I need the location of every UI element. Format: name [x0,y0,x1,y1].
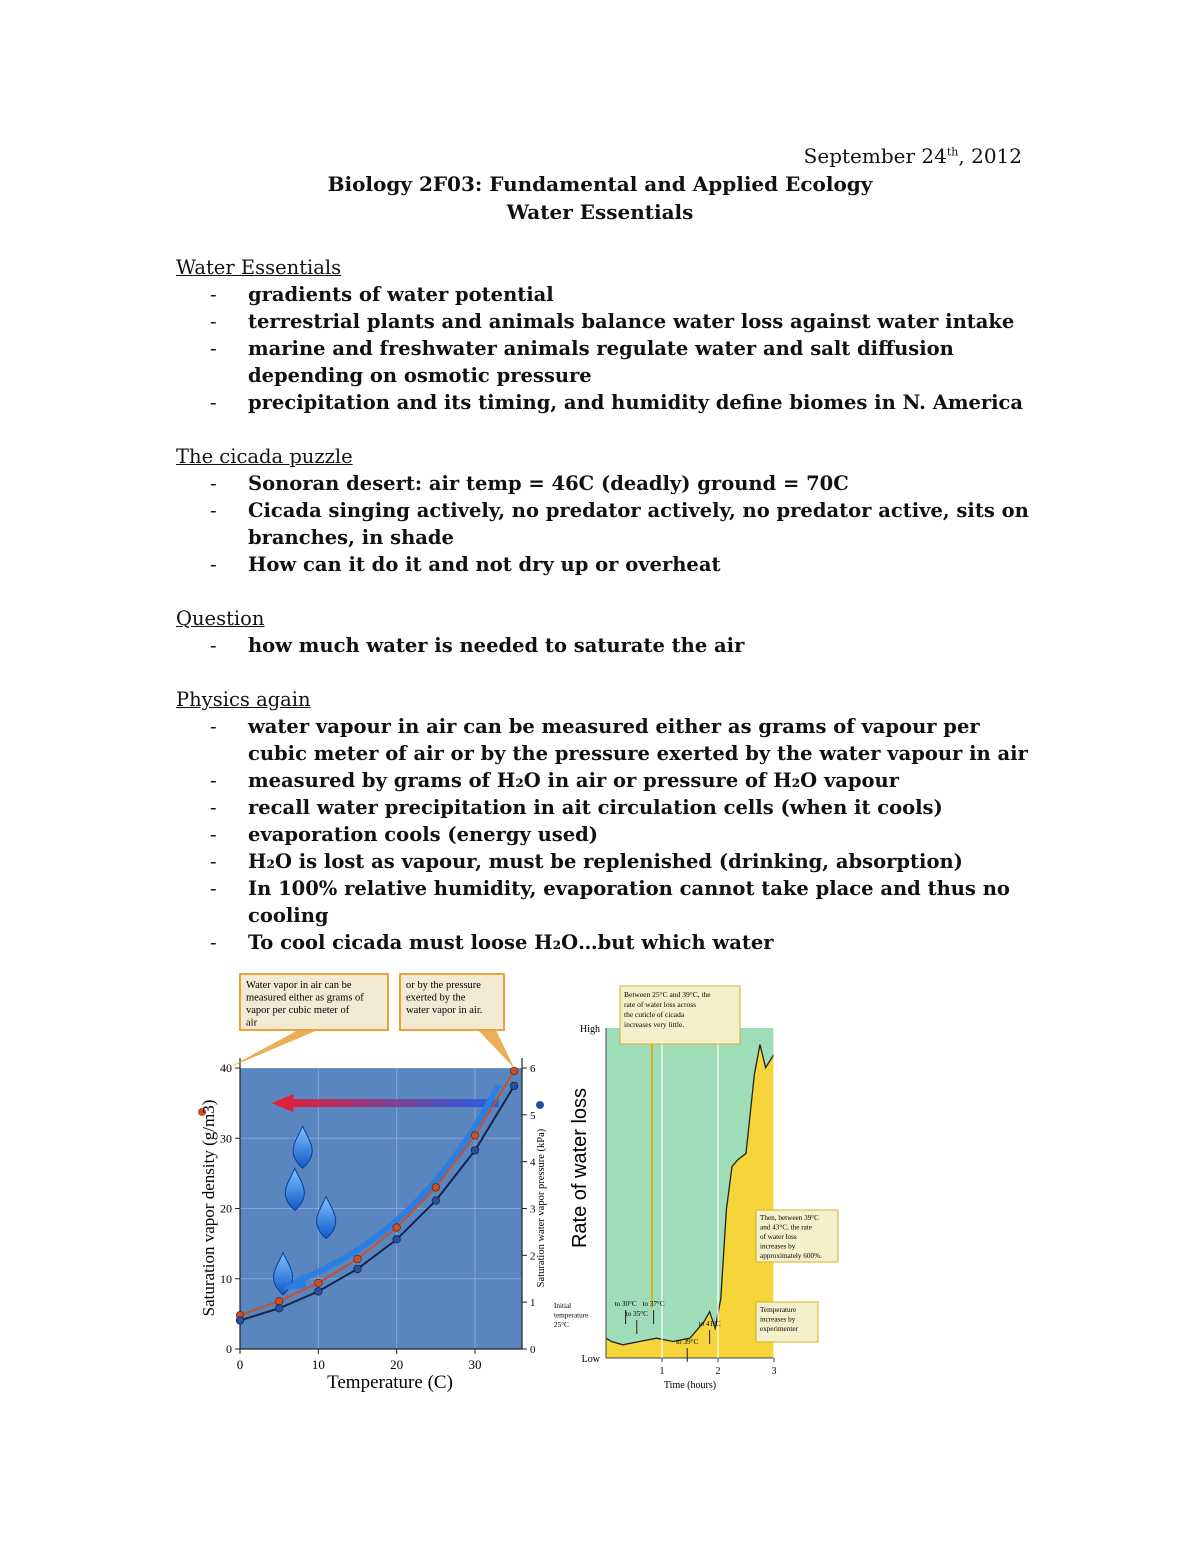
bullet-dash: - [210,850,217,873]
bullet-list [176,713,1036,956]
bullet-item [176,308,1036,335]
callout-text-left: vapor per cubic meter of [246,1005,350,1016]
bullet-item [176,713,1036,767]
bullet-list [176,470,1036,578]
bullet-item [176,848,1036,875]
bullet-text: How can it do it and not dry up or overheat [248,553,721,576]
lecture-title: Water Essentials [506,200,694,224]
bullet-text: terrestrial plants and animals balance water loss against water intake [248,310,1015,333]
section-heading: Physics again [176,688,311,711]
x-tick-label: 30 [468,1357,482,1372]
callout-text-right: water vapor in air. [406,1005,483,1016]
course-title: Biology 2F03: Fundamental and Applied Ecology [327,172,873,196]
bullet-item [176,767,1036,794]
bullet-item [176,281,1036,308]
bullet-item [176,929,1036,956]
pressure-marker [536,1101,544,1109]
y2-axis-label: Saturation water vapor pressure (kPa) [536,1128,547,1288]
y2-tick-label: 1 [530,1297,536,1310]
bullet-text: marine and freshwater animals regulate water and salt diffusion depending on osmotic pressure [248,337,954,387]
y-tick-label: 0 [226,1342,232,1356]
temperature-marker-label: to 41°C [698,1320,721,1328]
vapor-pressure-point [432,1197,440,1205]
notes-body [176,254,1036,983]
y-axis-label: Saturation vapor density (g/m3) [199,1099,218,1317]
x-tick-label: 3 [771,1366,777,1377]
vapor-density-point [315,1279,323,1287]
annotation-text-right: Then, between 39°C [760,1214,819,1222]
callout-text-left: air [246,1017,258,1029]
callout-text-right: exerted by the [406,992,466,1004]
annotation-text-experimenter: Temperature [760,1306,797,1314]
y-tick-label: 40 [220,1061,232,1075]
callout-text-left: measured either as grams of [246,992,364,1004]
y2-tick-label: 3 [530,1203,536,1216]
x-axis-label: Temperature (C) [327,1372,453,1393]
bullet-text: gradients of water potential [248,283,554,306]
vapor-density-point [354,1255,362,1263]
callout-pointer-left [228,1030,318,1068]
vapor-pressure-point [471,1147,479,1155]
vapor-density-point [432,1184,440,1192]
bullet-dash: - [210,283,217,306]
callout-text-right: or by the pressure [406,980,481,991]
notes-section [176,605,1036,659]
bullet-text: To cool cicada must loose H₂O…but which water [248,931,774,954]
bullet-text: water vapour in air can be measured either as grams of vapour per cubic meter of air or by the pressure exerted by the water vapour in air [248,715,1028,765]
annotation-text-top: increases very little. [624,1020,685,1029]
bullet-item [176,821,1036,848]
callout-text-left: Water vapor in air can be [246,980,352,991]
vapor-pressure-point [236,1317,244,1325]
y-axis-label: Rate of water loss [569,1087,591,1249]
bullet-text: Sonoran desert: air temp = 46C (deadly) ground = 70C [248,472,849,495]
bullet-text: precipitation and its timing, and humidity define biomes in N. America [248,391,1024,414]
annotation-text-right: and 43°C, the rate [760,1223,812,1232]
bullet-dash: - [210,553,217,576]
bullet-item [176,875,1036,929]
y-tick-label-low: Low [581,1354,600,1365]
date-superscript: th [946,145,959,159]
vapor-pressure-point [354,1265,362,1273]
x-tick-label: 10 [311,1357,325,1372]
x-tick-label: 20 [390,1357,404,1372]
vapor-pressure-point [510,1082,518,1090]
callout-pointer-right [478,1030,514,1068]
bullet-item [176,470,1036,497]
y-tick-label-high: High [580,1024,600,1035]
temperature-marker-label: to 39°C [676,1338,699,1346]
bullet-item [176,497,1036,551]
callouts [228,974,514,1068]
annotation-text-right: increases by [760,1242,796,1251]
bullet-text: recall water precipitation in ait circulation cells (when it cools) [248,796,943,819]
temperature-marker-label: to 35°C [625,1310,648,1318]
vapor-pressure-point [315,1288,323,1296]
section-heading: Question [176,607,265,630]
bullet-item [176,335,1036,389]
annotation-text-top: rate of water loss across [624,1000,697,1009]
saturation-vapor-chart [178,968,558,1398]
y-tick-label: 20 [220,1201,232,1216]
annotation-text-top: the cuticle of cicada [624,1010,685,1019]
temperature-marker-label: to 37°C [642,1300,665,1308]
bullet-dash: - [210,310,217,333]
bullet-dash: - [210,769,217,792]
bullet-text: evaporation cools (energy used) [248,823,599,846]
bullet-dash: - [210,823,217,846]
annotation-text-right: approximately 600%. [760,1252,822,1260]
gradient-arrow-shaft [287,1099,499,1107]
notes-section [176,443,1036,578]
x-tick-label: 2 [715,1366,721,1377]
bullet-item [176,794,1036,821]
bullet-item [176,632,1036,659]
annotation-text-initial: 25°C [554,1321,569,1329]
bullet-dash: - [210,877,217,900]
annotation-text-initial: Initial [554,1302,572,1310]
bullet-dash: - [210,634,217,657]
y2-tick-label: 2 [530,1250,536,1263]
bullet-text: Cicada singing actively, no predator actively, no predator active, sits on branches, in shade [248,499,1029,549]
bullet-dash: - [210,337,217,360]
x-axis-label: Time (hours) [663,1380,717,1391]
vapor-density-point [510,1067,518,1075]
vapor-density-point [275,1297,283,1305]
date [804,144,1022,168]
temperature-marker-label: to 30°C [614,1300,637,1308]
bullet-dash: - [210,391,217,414]
y-tick-label: 30 [220,1131,232,1146]
annotation-text-experimenter: increases by [760,1315,796,1324]
x-tick-label: 0 [236,1357,244,1372]
vapor-density-point [471,1132,479,1140]
y2-tick-label: 5 [530,1109,536,1122]
bullet-dash: - [210,715,217,738]
x-tick-label: 1 [659,1366,665,1377]
bullet-dash: - [210,931,217,954]
bullet-text: H₂O is lost as vapour, must be replenished (drinking, absorption) [248,850,963,873]
bullet-item [176,551,1036,578]
bullet-text: In 100% relative humidity, evaporation cannot take place and thus no cooling [248,877,1010,927]
bullet-dash: - [210,796,217,819]
cicada-water-loss-chart [548,978,848,1398]
annotation-text-initial: temperature [554,1311,589,1320]
annotation-text-experimenter: experimenter [760,1325,798,1333]
date-text: September 24 [803,144,947,168]
bullet-item [176,389,1036,416]
notes-section [176,254,1036,416]
notes-section [176,686,1036,956]
bullet-list [176,281,1036,416]
annotation-text-right: of water loss [760,1233,797,1241]
section-heading: Water Essentials [176,256,342,279]
y2-tick-label: 6 [530,1063,536,1075]
y2-tick-label: 0 [530,1344,536,1356]
annotation-text-top: Between 25°C and 39°C, the [624,990,711,999]
date-year: , 2012 [958,144,1022,168]
bullet-dash: - [210,499,217,522]
bullet-list [176,632,1036,659]
bullet-text: how much water is needed to saturate the air [248,634,745,657]
vapor-pressure-point [275,1304,283,1312]
y2-tick-label: 4 [530,1156,536,1169]
vapor-density-point [393,1224,401,1232]
bullet-text: measured by grams of H₂O in air or pressure of H₂O vapour [248,769,900,792]
section-heading: The cicada puzzle [176,445,353,468]
y-tick-label: 10 [220,1271,232,1286]
vapor-pressure-point [393,1236,401,1244]
bullet-dash: - [210,472,217,495]
